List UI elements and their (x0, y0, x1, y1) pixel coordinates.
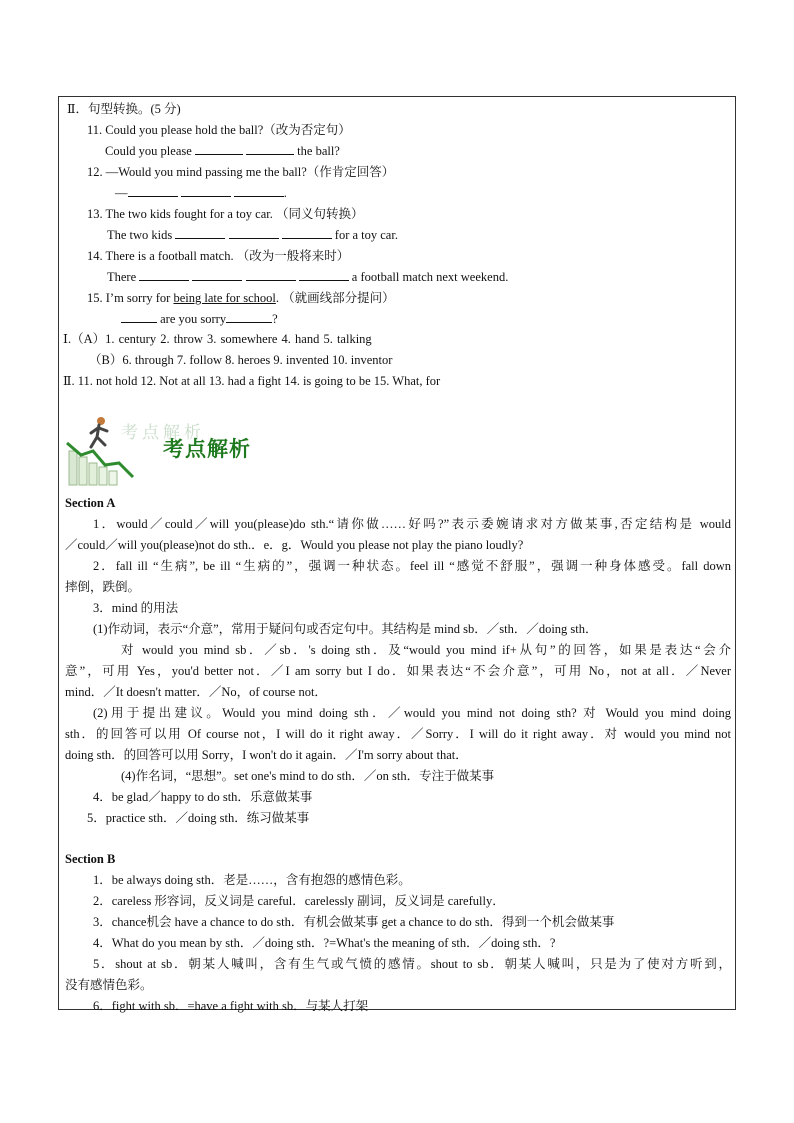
question-15-underlined: being late for school (173, 291, 276, 305)
blank[interactable] (299, 268, 349, 281)
note-b1: 1．be always doing sth．老是……，含有抱怨的感情色彩。 (93, 873, 411, 887)
note-a3-3: 意”，可用 Yes，you'd better not．／I am sorry but I do．如果表达“不会介意”，可用 No，not at all．／Never (65, 664, 731, 678)
blank[interactable] (128, 184, 178, 197)
blank[interactable] (192, 268, 242, 281)
answer-line-11 (105, 141, 340, 162)
note-a1-line1: 1．would／could／will you(please)do sth.“请你做……好吗?”表示委婉请求对方做某事,否定结构是 would (93, 517, 731, 531)
answer-line-14 (107, 267, 508, 288)
logo-ghost-text: 考点解析 (121, 423, 205, 443)
note-a3-2: 对 would you mind sb．／sb．'s doing sth．及“would you mind if+从句”的回答，如果是表达“会介 (121, 643, 731, 657)
question-15-end: . （就画线部分提问） (275, 291, 395, 305)
blank[interactable] (226, 310, 272, 323)
answer-12-suffix: . (283, 186, 287, 200)
answer-15-middle: are you sorry (160, 312, 227, 326)
blank[interactable] (121, 310, 157, 323)
answers-row-3: Ⅱ. 11. not hold 12. Not at all 13. had a fight 14. is going to be 15. What, for (63, 374, 441, 388)
answer-15-suffix: ? (272, 312, 278, 326)
answer-13-prefix: The two kids (107, 228, 173, 242)
question-14: 14. There is a football match. （改为一般将来时） (87, 249, 350, 263)
answer-11-prefix: Could you please (105, 144, 192, 158)
blank[interactable] (234, 184, 284, 197)
answer-11-suffix: the ball? (297, 144, 340, 158)
note-b2: 2．careless 形容词，反义词是 careful．carelessly 副词，反义词是 carefully． (93, 894, 505, 908)
answer-14-suffix: a football match next weekend. (351, 270, 509, 284)
blank[interactable] (175, 226, 225, 239)
answer-12-prefix: — (115, 186, 128, 200)
note-a3: 3．mind 的用法 (93, 601, 179, 615)
answer-line-12 (115, 183, 287, 204)
blank[interactable] (139, 268, 189, 281)
note-a3-5: (2)用于提出建议。Would you mind doing sth．／would you mind not doing sth? 对 Would you mind doing (93, 706, 731, 720)
answer-13-suffix: for a toy car. (334, 228, 398, 242)
answer-line-13 (107, 225, 398, 246)
question-12: 12. —Would you mind passing me the ball?（作肯定回答） (87, 165, 395, 179)
note-a3-7: doing sth．的回答可以用 Sorry，I won't do it again．／I'm sorry about that． (65, 748, 468, 762)
note-a3-4: mind．／It doesn't matter．／No，of course not． (65, 685, 327, 699)
note-a4: 4．be glad／happy to do sth．乐意做某事 (93, 790, 313, 804)
answers-row-1: Ⅰ.（A）1. century 2. throw 3. somewhere 4. hand 5. talking (63, 332, 372, 346)
note-a2-line2: 摔倒，跌倒。 (65, 580, 141, 594)
note-b3: 3．chance机会 have a chance to do sth．有机会做某事 get a chance to do sth．得到一个机会做某事 (93, 915, 615, 929)
answers-row-2: （B）6. through 7. follow 8. heroes 9. invented 10. inventor (89, 353, 393, 367)
answer-line-15 (121, 309, 278, 330)
blank[interactable] (229, 226, 279, 239)
note-b5-line1: 5．shout at sb．朝某人喊叫，含有生气或气愤的感情。shout to sb．朝某人喊叫，只是为了使对方听到， (93, 957, 731, 971)
section2-title: Ⅱ．句型转换。(5 分) (67, 102, 181, 116)
question-15 (87, 288, 395, 309)
note-a2-line1: 2．fall ill “生病”, be ill “生病的”，强调一种状态。feel ill “感觉不舒服”，强调一种身体感受。fall down (93, 559, 731, 573)
section-a-title: Section A (65, 496, 116, 510)
note-a3-8: (4)作名词，“思想”。set one's mind to do sth．／on sth．专注于做某事 (121, 769, 495, 783)
note-a1-line2: ／could／will you(please)not do sth.．e．g．Would you please not play the piano loudly? (65, 538, 524, 552)
blank[interactable] (181, 184, 231, 197)
question-15-start: 15. I’m sorry for (87, 291, 174, 305)
note-a5: 5．practice sth．／doing sth．练习做某事 (87, 811, 310, 825)
section-heading: 考点解析 (163, 437, 251, 461)
note-b6: 6．fight with sb．=have a fight with sb．与某人打架 (93, 999, 369, 1013)
blank[interactable] (282, 226, 332, 239)
question-11: 11. Could you please hold the ball?（改为否定句） (87, 123, 351, 137)
note-a3-6: sth．的回答可以用 Of course not，I will do it right away．／Sorry．I will do it right away．对 would you mind not (65, 727, 731, 741)
blank[interactable] (195, 142, 243, 155)
blank[interactable] (246, 268, 296, 281)
note-b5-line2: 没有感情色彩。 (65, 978, 153, 992)
note-b4: 4．What do you mean by sth．／doing sth．?=What's the meaning of sth．／doing sth．? (93, 936, 556, 950)
section-logo (63, 415, 253, 487)
note-a3-1: (1)作动词，表示“介意”，常用于疑问句或否定句中。其结构是 mind sb．／sth．／doing sth． (93, 622, 598, 636)
answer-14-prefix: There (107, 270, 137, 284)
content-frame (58, 96, 736, 1013)
section-b-title: Section B (65, 852, 116, 866)
blank[interactable] (246, 142, 294, 155)
question-13: 13. The two kids fought for a toy car. （同义句转换） (87, 207, 364, 221)
